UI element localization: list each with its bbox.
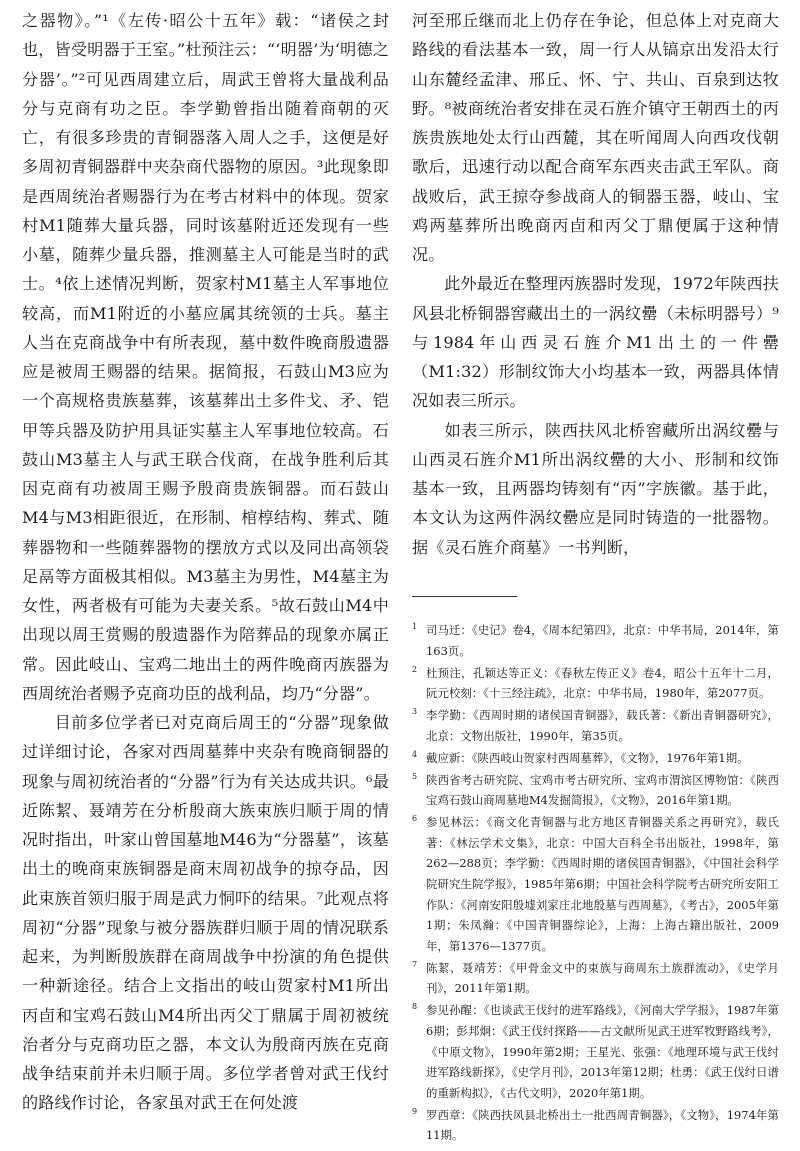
footnote-text: 参见林沄：《商文化青铜器与北方地区青铜器关系之再研究》，载氏著：《林沄学术文集》，北京：中国大百科全书出版社，1998年，第262—288页；李学勤：《西周时期的诸侯国青铜器》，《中国社会科学院研究生院学报》，1985年第6期；中国社会科学院考古研究所安阳工作队：《河南安阳殷墟刘家庄北地殷墓与西周墓》，《考古》，2005年第1期；朱凤瀚：《中国青铜器综论》，上海：上海古籍出版社，2009年，第1376—1377页。 [426, 815, 779, 953]
footnote-number: 6 [412, 814, 418, 824]
footnote-number: 2 [412, 664, 418, 674]
footnote-item [412, 770, 779, 811]
footnote-number: 3 [412, 707, 418, 717]
left-column [22, 6, 389, 1118]
body-paragraph [22, 6, 389, 708]
footnote-item [412, 705, 779, 746]
footnote-text: 陈絜、聂靖芳：《甲骨金文中的束族与商周东土族群流动》，《史学月刊》，2011年第1期。 [426, 960, 779, 996]
body-paragraph [412, 416, 779, 562]
footnote-text: 陕西省考古研究院、宝鸡市考古研究所、宝鸡市渭滨区博物馆：《陕西宝鸡石鼓山商周墓地M4发掘简报》，《文物》，2016年第1期。 [426, 772, 779, 808]
footnote-text: 李学勤：《西周时期的诸侯国青铜器》，载氏著：《新出青铜器研究》，北京：文物出版社，1990年，第35页。 [426, 708, 779, 743]
body-paragraph [412, 269, 779, 415]
footnote-number: 9 [412, 1106, 418, 1116]
footnote-item [412, 663, 779, 704]
footnote-item [412, 1000, 779, 1103]
footnote-text: 罗西章：《陕西扶风县北桥出土一批西周青铜器》，《文物》，1974年第11期。 [426, 1107, 779, 1143]
footnote-number: 5 [412, 771, 418, 781]
footnote-number: 4 [412, 749, 418, 759]
footnote-item [412, 812, 779, 956]
right-column [412, 6, 779, 562]
paragraph-text: 目前多位学者已对克商后周王的“分器”现象做过详细讨论，各家对西周墓葬中夹杂有晚商铜器的现象与周初统治者的“分器”行为有关达成共识。⁶最近陈絜、聂靖芳在分析殷商大族束族归顺于周的情况时指出，叶家山曾国墓地M46为“分器墓”，该墓出土的晚商束族铜器是商末周初战争的掠夺品，因此束族首领归服于周是武力恫吓的结果。⁷此观点将周初“分器”现象与被分器族群归顺于周的情况联系起来，为判断殷族群在商周战争中扮演的角色提供一种新途径。结合上文指出的岐山贺家村M1所出丙卣和宝鸡石鼓山M4所出丙父丁鼎属于周初被统治者分与克商功臣之器，本文认为殷商丙族在克商战争结束前并未归顺于周。多位学者曾对武王伐纣的路线作讨论，各家虽对武王在何处渡 [22, 713, 389, 1113]
body-paragraph [22, 708, 389, 1118]
footnote-text: 参见孙醒：《也谈武王伐纣的进军路线》，《河南大学学报》，1987年第6期；彭邦炯：《武王伐纣探路——古文献所见武王进军牧野路线考》，《中原文物》，1990年第2期；王星光、张强：《地理环境与武王伐纣进军路线新探》，《史学月刊》，2013年第12期；杜勇：《武王伐纣日谱的重新构拟》，《古代文明》，2020年第1期。 [426, 1003, 779, 1100]
paragraph-text: 河至邢丘继而北上仍存在争论，但总体上对克商大路线的看法基本一致，周一行人从镐京出发沿太行山东麓经孟津、邢丘、怀、宁、共山、百泉到达牧野。⁸被商统治者安排在灵石旌介镇守王朝西土的丙族贵族地处太行山西麓，其在听闻周人向西攻伐朝歌后，迅速行动以配合商军东西夹击武王军队。商战败后，武王掠夺参战商人的铜器玉器，岐山、宝鸡两墓葬所出晚商丙卣和丙父丁鼎便属于这种情况。 [412, 11, 779, 264]
footnote-item [412, 1105, 779, 1146]
paragraph-text: 如表三所示，陕西扶风北桥窖藏所出涡纹罍与山西灵石旌介M1所出涡纹罍的大小、形制和纹饰基本一致，且两器均铸刻有“丙”字族徽。基于此，本文认为这两件涡纹罍应是同时铸造的一批器物。据《灵石旌介商墓》一书判断， [412, 420, 779, 557]
body-paragraph [412, 6, 779, 269]
footnote-item [412, 620, 779, 661]
footnote-divider [412, 596, 517, 597]
footnote-text: 司马迁：《史记》卷4，《周本纪第四》，北京：中华书局，2014年，第163页。 [426, 623, 779, 658]
paragraph-text: 之器物》。”¹《左传·昭公十五年》载：“诸侯之封也，皆受明器于王室。”杜预注云：“‘明器’为‘明德之分器’。”²可见西周建立后，周武王曾将大量战利品分与克商有功之臣。李学勤曾指出随着商朝的灭亡，有很多珍贵的青铜器落入周人之手，这便是好多周初青铜器群中夹杂商代器物的原因。³此现象即是西周统治者赐器行为在考古材料中的体现。贺家村M1随葬大量兵器，同时该墓附近还发现有一些小墓，随葬少量兵器，推测墓主人可能是当时的武士。⁴依上述情况判断，贺家村M1墓主人军事地位较高，而M1附近的小墓应属其统领的士兵。墓主人当在克商战争中有所表现，墓中数件晚商殷遗器应是被周王赐器的结果。据简报，石鼓山M3应为一个高规格贵族墓葬，该墓葬出土多件戈、矛、铠甲等兵器及防护用具证实墓主人军事地位较高。石鼓山M3墓主人与武王联合伐商，在战争胜利后其因克商有功被周王赐予殷商贵族铜器。而石鼓山M4与M3相距很近，在形制、棺椁结构、葬式、随葬器物和一些随葬器物的摆放方式以及同出高领袋足鬲等方面极其相似。M3墓主为男性，M4墓主为女性，两者极有可能为夫妻关系。⁵故石鼓山M4中出现以周王赏赐的殷遗器作为陪葬品的现象亦属正常。因此岐山、宝鸡二地出土的两件晚商丙族器为西周统治者赐予克商功臣的战利品，均乃“分器”。 [22, 11, 389, 703]
footnote-text: 戴应新：《陕西岐山贺家村西周墓葬》，《文物》，1976年第1期。 [426, 750, 749, 765]
paragraph-text: 此外最近在整理丙族器时发现，1972年陕西扶风县北桥铜器窖藏出土的一涡纹罍（未标明器号）⁹与1984年山西灵石旌介M1出土的一件罍（M1:32）形制纹饰大小均基本一致，两器具体情况如表三所示。 [412, 274, 779, 411]
footnote-item [412, 958, 779, 999]
footnote-number: 1 [412, 622, 418, 631]
footnote-text: 杜预注，孔颖达等正义：《春秋左传正义》卷4，昭公十五年十二月，阮元校刻：《十三经注疏》，北京：中华书局，1980年，第2077页。 [426, 665, 779, 701]
footnote-list [412, 620, 779, 1147]
footnote-number: 7 [412, 959, 418, 969]
footnote-item [412, 748, 779, 769]
footnote-number: 8 [412, 1002, 418, 1012]
